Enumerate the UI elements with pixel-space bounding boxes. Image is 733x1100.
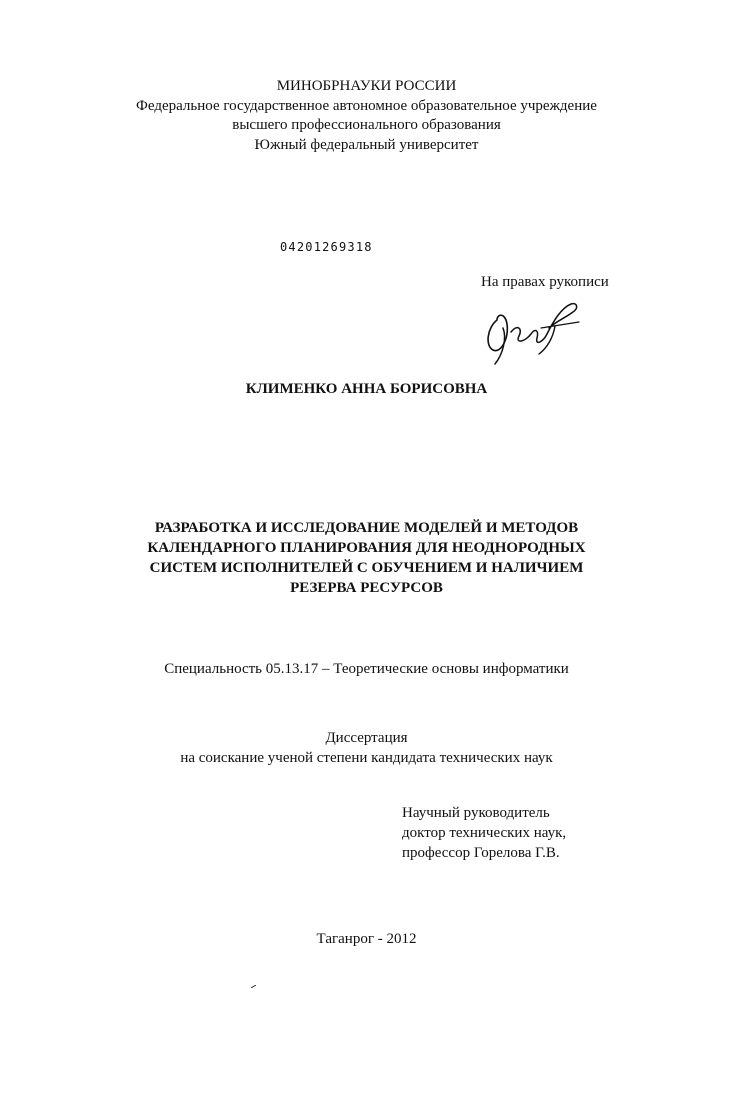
title-line: РЕЗЕРВА РЕСУРСОВ	[290, 580, 443, 596]
supervisor-degree: доктор технических наук,	[402, 825, 567, 841]
supervisor-block	[402, 803, 566, 863]
dissertation-label: Диссертация	[325, 730, 408, 746]
institution-level: высшего профессионального образования	[232, 117, 501, 133]
institution-header	[0, 77, 733, 155]
document-code: 04201269318	[280, 240, 373, 254]
specialty: Специальность 05.13.17 – Теоретические основы информатики	[164, 661, 569, 677]
title-line: РАЗРАБОТКА И ИССЛЕДОВАНИЕ МОДЕЛЕЙ И МЕТОДОВ	[154, 520, 579, 536]
ministry-name: МИНОБРНАУКИ РОССИИ	[276, 78, 457, 94]
degree-description: на соискание ученой степени кандидата технических наук	[180, 749, 553, 766]
manuscript-rights: На правах рукописи	[481, 274, 609, 290]
institution-type: Федеральное государственное автономное образовательное учреждение	[136, 97, 597, 114]
supervisor-role: Научный руководитель	[402, 805, 550, 821]
title-line: СИСТЕМ ИСПОЛНИТЕЛЕЙ С ОБУЧЕНИЕМ И НАЛИЧИЕМ	[149, 560, 584, 576]
title-line: КАЛЕНДАРНОГО ПЛАНИРОВАНИЯ ДЛЯ НЕОДНОРОДНЫХ	[147, 540, 586, 556]
dissertation-title	[0, 518, 733, 598]
university-name: Южный федеральный университет	[254, 136, 479, 153]
supervisor-name: профессор Горелова Г.В.	[402, 845, 560, 861]
signature-icon	[483, 298, 583, 366]
dissertation-degree	[0, 729, 733, 768]
city-year: Таганрог - 2012	[316, 931, 417, 947]
stray-mark-icon	[251, 985, 256, 988]
author-name: КЛИМЕНКО АННА БОРИСОВНА	[245, 381, 488, 397]
